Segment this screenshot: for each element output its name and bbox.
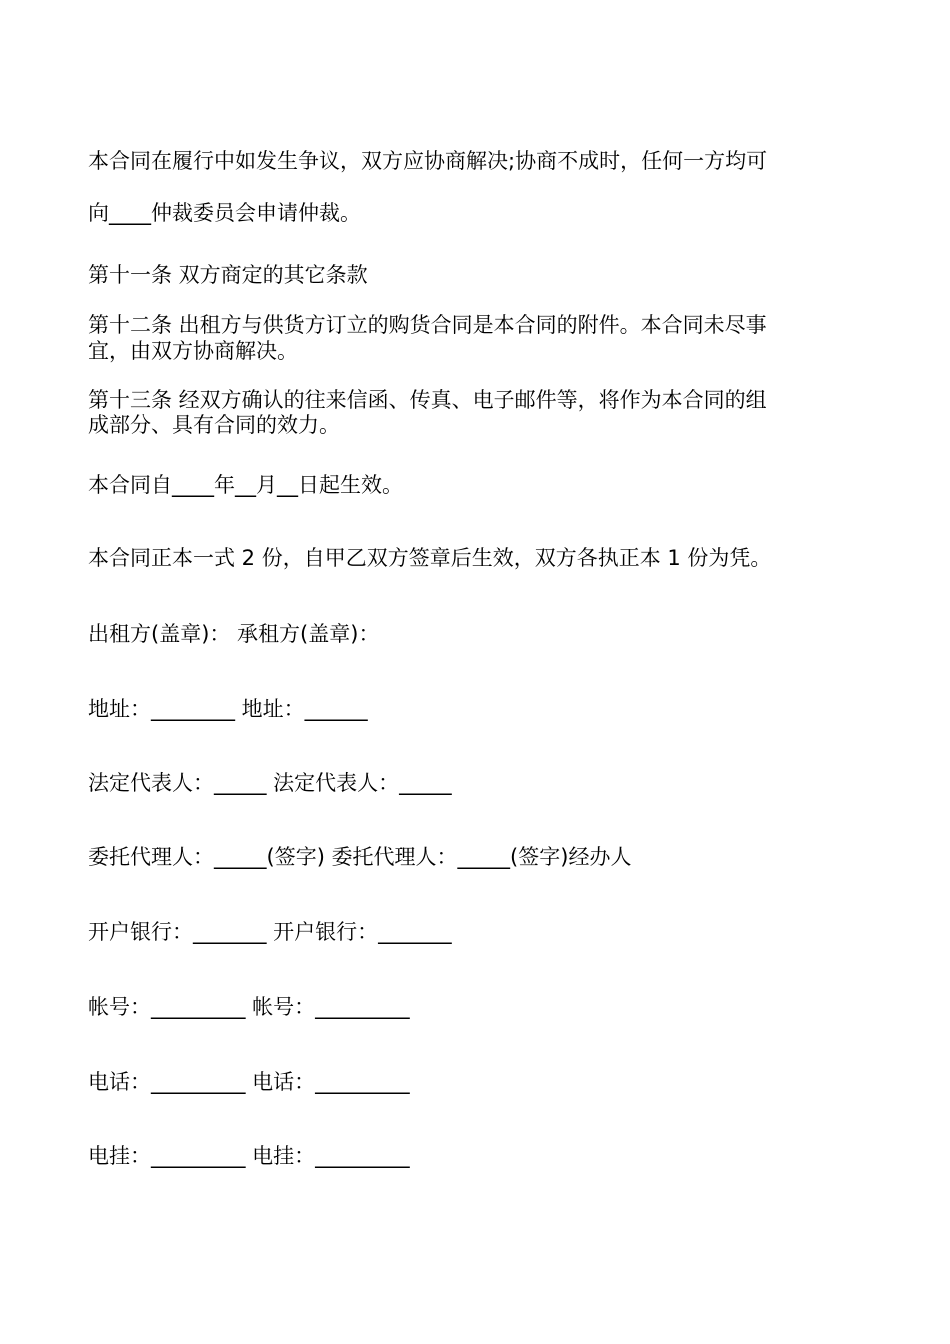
telegraph-line: 电挂：_________ 电挂：_________ [88, 1144, 410, 1168]
authorized-agent-line: 委托代理人：_____(签字) 委托代理人：_____(签字)经办人 [88, 845, 632, 869]
address-line: 地址：________ 地址：______ [88, 697, 368, 721]
article-13-line-1: 第十三条 经双方确认的往来信函、传真、电子邮件等，将作为本合同的组 [88, 388, 767, 412]
phone-line: 电话：_________ 电话：_________ [88, 1070, 410, 1094]
article-11: 第十一条 双方商定的其它条款 [88, 263, 368, 287]
article-12-line-1: 第十二条 出租方与供货方订立的购货合同是本合同的附件。本合同未尽事 [88, 313, 767, 337]
article-12-line-2: 宜，由双方协商解决。 [88, 339, 298, 363]
dispute-paragraph-line-1: 本合同在履行中如发生争议，双方应协商解决;协商不成时，任何一方均可 [88, 149, 768, 173]
article-13-line-2: 成部分、具有合同的效力。 [88, 413, 340, 437]
account-line: 帐号：_________ 帐号：_________ [88, 995, 410, 1019]
dispute-paragraph-line-2: 向____仲裁委员会申请仲裁。 [88, 201, 361, 225]
bank-line: 开户银行：_______ 开户银行：_______ [88, 920, 452, 944]
copies-clause: 本合同正本一式 2 份，自甲乙双方签章后生效，双方各执正本 1 份为凭。 [88, 546, 772, 570]
effective-date-clause: 本合同自____年__月__日起生效。 [88, 473, 403, 497]
legal-representative-line: 法定代表人：_____ 法定代表人：_____ [88, 771, 452, 795]
seal-line: 出租方(盖章)： 承租方(盖章)： [88, 622, 380, 646]
